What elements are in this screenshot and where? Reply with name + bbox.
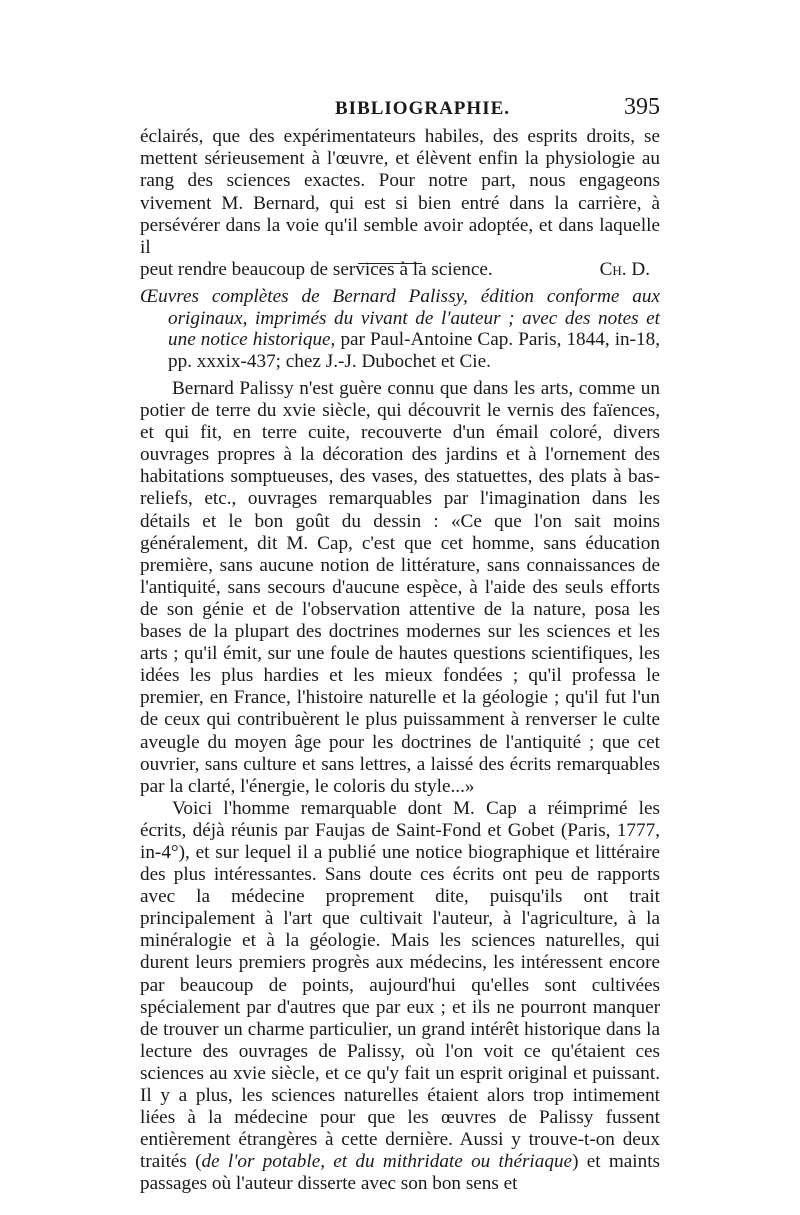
citation-entry — [140, 286, 660, 372]
section-divider — [358, 263, 422, 264]
page-header — [140, 94, 660, 124]
body-paragraph-2 — [140, 798, 660, 1196]
citation-publication-details: par Paul-Antoine Cap. Paris, 1844, in-18, pp. xxxix-437; chez J.-J. Dubochet et Cie. — [168, 329, 660, 372]
citation-title: Œuvres complètes de Bernard Palissy, édition conforme aux originaux, imprimés du vivant de l'auteur ; avec des notes et une notice historique, — [140, 286, 660, 350]
bibliographic-citation — [140, 286, 660, 372]
page-number: 395 — [624, 94, 660, 120]
review-ending-text: éclairés, que des expérimentateurs habiles, des esprits droits, se mettent sérieusement à l'œuvre, et élèvent enfin la physiologie au rang des sciences exactes. Pour notre part, nous engageons vivement M. Bernard, qui est si bien entré dans la carrière, à persévérer dans la voie qu'il semble avoir adoptée, et dans laquelle il — [140, 126, 660, 259]
review-body — [140, 378, 660, 1195]
author-signature: Ch. D. — [599, 259, 650, 281]
running-head: BIBLIOGRAPHIE. — [335, 98, 511, 119]
body-paragraph-1: Bernard Palissy n'est guère connu que dans les arts, comme un potier de terre du xvie siècle, qui découvrit le vernis des faïences, et qui fit, en terre cuite, recouverte d'un émail coloré, divers ouvrages propres à la décoration des jardins et à l'ornement des habitations somptueuses, des vases, des statuettes, des plats à bas-reliefs, etc., ouvrages remarquables par l'imagination dans les détails et le bon goût du dessin : «Ce que l'on sait moins généralement, dit M. Cap, c'est que cet homme, sans éducation première, sans aucune notion de littérature, sans connaissances de l'antiquité, sans secours d'aucune espèce, à l'aide des seuls efforts de son génie et de l'observation attentive de la nature, posa les bases de la plupart des doctrines modernes sur les sciences et les arts ; qu'il émit, sur une foule de hautes questions scientifiques, les idées les plus hardies et les mieux fondées ; qu'il professa le premier, en France, l'histoire naturelle et la géologie ; qu'il fut l'un de ceux qui contribuèrent le plus puissamment à renverser le culte aveugle du moyen âge pour les doctrines de l'antiquité ; que cet ouvrier, sans culture et sans lettres, a laissé des écrits remarquables par la clarté, l'énergie, le coloris du style...» — [140, 378, 660, 797]
review-ending — [140, 126, 660, 281]
treatise-titles: de l'or potable, et du mithridate ou thériaque — [201, 1151, 573, 1173]
body-paragraph-2-end: ) et maints passages où l'auteur disserte avec son bon sens et — [140, 1151, 660, 1195]
body-paragraph-2-start: Voici l'homme remarquable dont M. Cap a réimprimé les écrits, déjà réunis par Faujas de Saint-Fond et Gobet (Paris, 1777, in-4°), et sur lequel il a publié une notice biographique et littéraire des plus intéressantes. Sans doute ces écrits ont peu de rapports avec la médecine proprement dite, puisqu'ils ont trait principalement à l'art que cultivait l'auteur, à l'agriculture, à la minéralogie et à la géologie. Mais les sciences naturelles, qui durent leurs premiers progrès aux médecins, les intéressent encore par beaucoup de points, aujourd'hui qu'elles sont cultivées spécialement par d'autres que par eux ; et ils ne pourront manquer de trouver un charme particulier, un grand intérêt historique dans la lecture des ouvrages de Palissy, où l'on voit ce qu'étaient ces sciences au xvie siècle, et ce qu'y fait un esprit original et puissant. Il y a plus, les sciences naturelles étaient alors trop intimement liées à la médecine pour que les œuvres de Palissy fussent entièrement étrangères à cette dernière. Aussi y trouve-t-on deux traités ( — [140, 797, 660, 1173]
review-ending-last-line: peut rendre beaucoup de services à la science. — [140, 259, 493, 281]
